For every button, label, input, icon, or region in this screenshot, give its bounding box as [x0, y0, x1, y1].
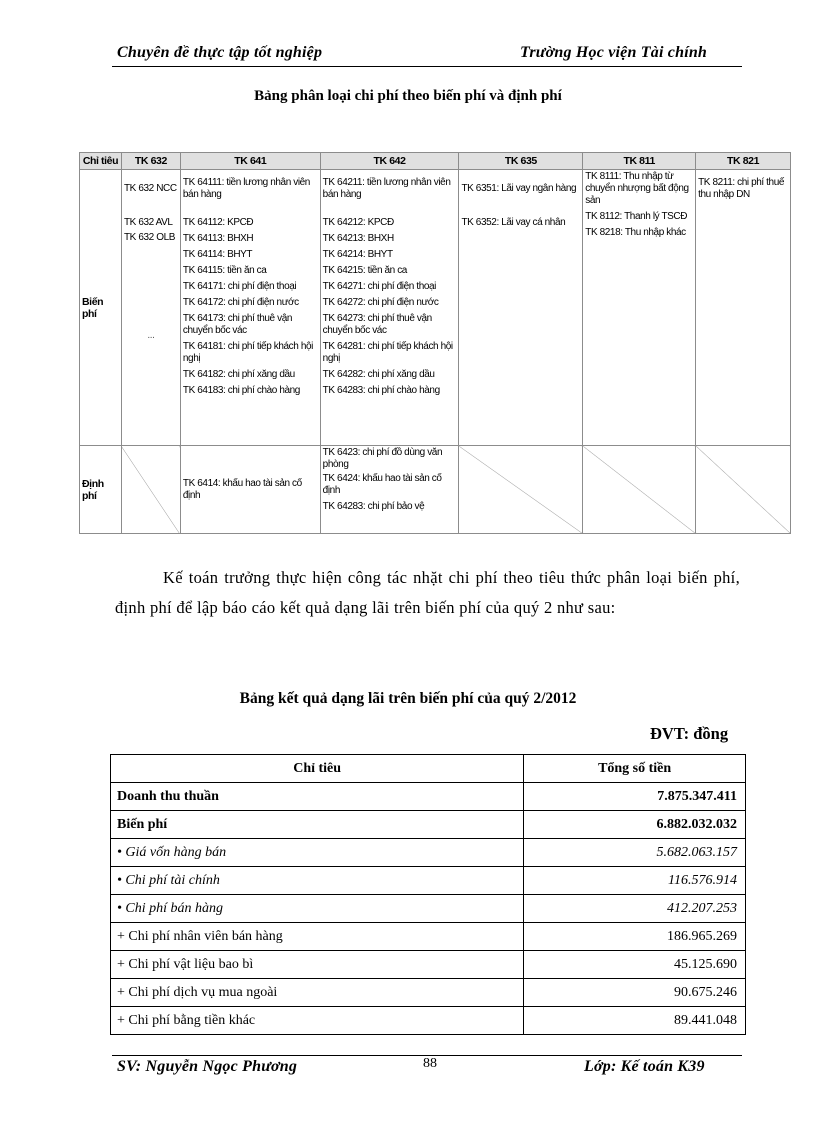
body-paragraph: Kế toán trưởng thực hiện công tác nhặt chi phí theo tiêu thức phân loại biến phí, định phí để lập báo cáo kết quả dạng lãi trên biến phí của quý 2 như sau:: [115, 568, 740, 617]
row-value: 5.682.063.157: [524, 839, 746, 867]
table-row: [111, 783, 746, 811]
table-row: [111, 951, 746, 979]
cell-tk641: [180, 446, 320, 534]
cell-item: TK 64113: BHXH: [182, 233, 254, 244]
empty-cell: [583, 446, 696, 534]
row-value: 412.207.253: [524, 895, 746, 923]
row-label: Doanh thu thuần: [111, 783, 524, 811]
row-value: 6.882.032.032: [524, 811, 746, 839]
col-header: TK 641: [180, 153, 320, 170]
row-value: 186.965.269: [524, 923, 746, 951]
col-header: TK 635: [459, 153, 583, 170]
cell-item: TK 64215: tiền ăn ca: [322, 265, 407, 276]
classification-table: [79, 152, 791, 534]
row-label: • Giá vốn hàng bán: [111, 839, 524, 867]
row-label: • Chi phí bán hàng: [111, 895, 524, 923]
cell-tk635: [459, 170, 583, 446]
row-label: + Chi phí bằng tiền khác: [111, 1007, 524, 1035]
cell-item: TK 64281: chi phí tiếp khách hội nghị: [322, 341, 453, 364]
table-row: [111, 839, 746, 867]
row-value: 116.576.914: [524, 867, 746, 895]
cell-item: TK 64272: chi phí điện nước: [322, 297, 439, 308]
row-label: + Chi phí nhân viên bán hàng: [111, 923, 524, 951]
empty-cell: [696, 446, 791, 534]
empty-cell: [121, 446, 180, 534]
header-left: Chuyên đề thực tập tốt nghiệp: [117, 44, 323, 61]
cell-item: TK 64273: chi phí thuê vận chuyển bốc vác: [322, 313, 432, 336]
cell-item: TK 632 OLB: [123, 232, 175, 243]
table-row: [111, 867, 746, 895]
row-value: 7.875.347.411: [524, 783, 746, 811]
cell-item: TK 8111: Thu nhập từ chuyển nhượng bất động sản: [585, 171, 689, 206]
cell-item: TK 64173: chi phí thuê vận chuyển bốc vác: [182, 313, 293, 336]
cell-item: TK 64111: tiền lương nhân viên bán hàng: [182, 177, 310, 200]
row-value: 90.675.246: [524, 979, 746, 1007]
cell-item: TK 64182: chi phí xăng dầu: [182, 369, 295, 380]
cell-item: TK 64115: tiền ăn ca: [182, 265, 267, 276]
col-header: TK 811: [583, 153, 696, 170]
footer-right: Lớp: Kế toán K39: [584, 1058, 705, 1075]
cell-item: TK 8112: Thanh lý TSCĐ: [585, 211, 688, 222]
row-label: Định phí: [80, 446, 122, 534]
cell-item: TK 64214: BHYT: [322, 249, 393, 260]
cell-item: TK 6424: khấu hao tài sản cố định: [322, 473, 442, 496]
cell-item: TK 6351: Lãi vay ngân hàng: [461, 183, 577, 194]
cell-tk642: [320, 170, 459, 446]
cell-item: TK 632 NCC: [123, 183, 177, 194]
col-header: TK 642: [320, 153, 459, 170]
table2-header-row: [111, 755, 746, 783]
row-value: 45.125.690: [524, 951, 746, 979]
table-row: [111, 979, 746, 1007]
header-rule: [112, 66, 742, 67]
table2-title: Bảng kết quả dạng lãi trên biến phí của quý 2/2012: [239, 690, 577, 707]
cell-item: ...: [147, 330, 155, 341]
cell-item: TK 6423: chi phí đồ dùng văn phòng: [322, 447, 443, 470]
table-row: [111, 1007, 746, 1035]
cell-item: TK 64211: tiền lương nhân viên bán hàng: [322, 177, 451, 200]
footer-left: SV: Nguyễn Ngọc Phương: [117, 1058, 298, 1075]
cell-item: TK 64181: chi phí tiếp khách hội nghị: [182, 341, 313, 364]
row-label: + Chi phí vật liệu bao bì: [111, 951, 524, 979]
cell-tk821: [696, 170, 791, 446]
row-value: 89.441.048: [524, 1007, 746, 1035]
header-right: Trường Học viện Tài chính: [520, 44, 708, 61]
cell-item: TK 64213: BHXH: [322, 233, 394, 244]
cell-item: TK 64282: chi phí xăng dầu: [322, 369, 435, 380]
bien-phi-row: [80, 170, 791, 446]
cell-item: TK 64283: chi phí bảo vệ: [322, 501, 425, 512]
row-label: Biến phí: [80, 170, 122, 446]
cell-tk632: [121, 170, 180, 446]
cell-item: TK 64212: KPCĐ: [322, 217, 394, 228]
table-row: [111, 895, 746, 923]
table-row: [111, 923, 746, 951]
table1-title: Bảng phân loại chi phí theo biến phí và định phí: [254, 88, 562, 104]
row-label: • Chi phí tài chính: [111, 867, 524, 895]
cell-item: TK 64112: KPCĐ: [182, 217, 254, 228]
cell-item: TK 8211: chi phí thuế thu nhập DN: [698, 177, 785, 200]
cell-item: TK 64114: BHYT: [182, 249, 253, 260]
cell-item: TK 8218: Thu nhập khác: [585, 227, 686, 238]
dinh-phi-row: [80, 446, 791, 534]
results-table: [110, 754, 746, 1035]
col-header: TK 632: [121, 153, 180, 170]
cell-item: TK 64271: chi phí điện thoại: [322, 281, 437, 292]
cell-item: TK 6352: Lãi vay cá nhân: [461, 217, 566, 228]
cell-item: TK 6414: khấu hao tài sản cố định: [182, 477, 302, 501]
cell-item: TK 64171: chi phí điện thoại: [182, 281, 297, 292]
cell-item: TK 64283: chi phí chào hàng: [322, 385, 440, 396]
cell-tk642: [320, 446, 459, 534]
empty-cell: [459, 446, 583, 534]
row-label: + Chi phí dịch vụ mua ngoài: [111, 979, 524, 1007]
col-header: TK 821: [696, 153, 791, 170]
col-header: Chỉ tiêu: [80, 153, 122, 170]
col-header: Tổng số tiền: [524, 755, 746, 783]
cell-item: TK 64183: chi phí chào hàng: [182, 385, 300, 396]
table1-header-row: [80, 153, 791, 170]
table-row: [111, 811, 746, 839]
col-header: Chỉ tiêu: [111, 755, 524, 783]
cell-item: TK 632 AVL: [123, 217, 173, 228]
cell-tk641: [180, 170, 320, 446]
row-label: Biến phí: [111, 811, 524, 839]
cell-tk811: [583, 170, 696, 446]
cell-item: TK 64172: chi phí điện nước: [182, 297, 299, 308]
page-number: 88: [423, 1056, 437, 1071]
unit-label: ĐVT: đồng: [650, 724, 729, 743]
